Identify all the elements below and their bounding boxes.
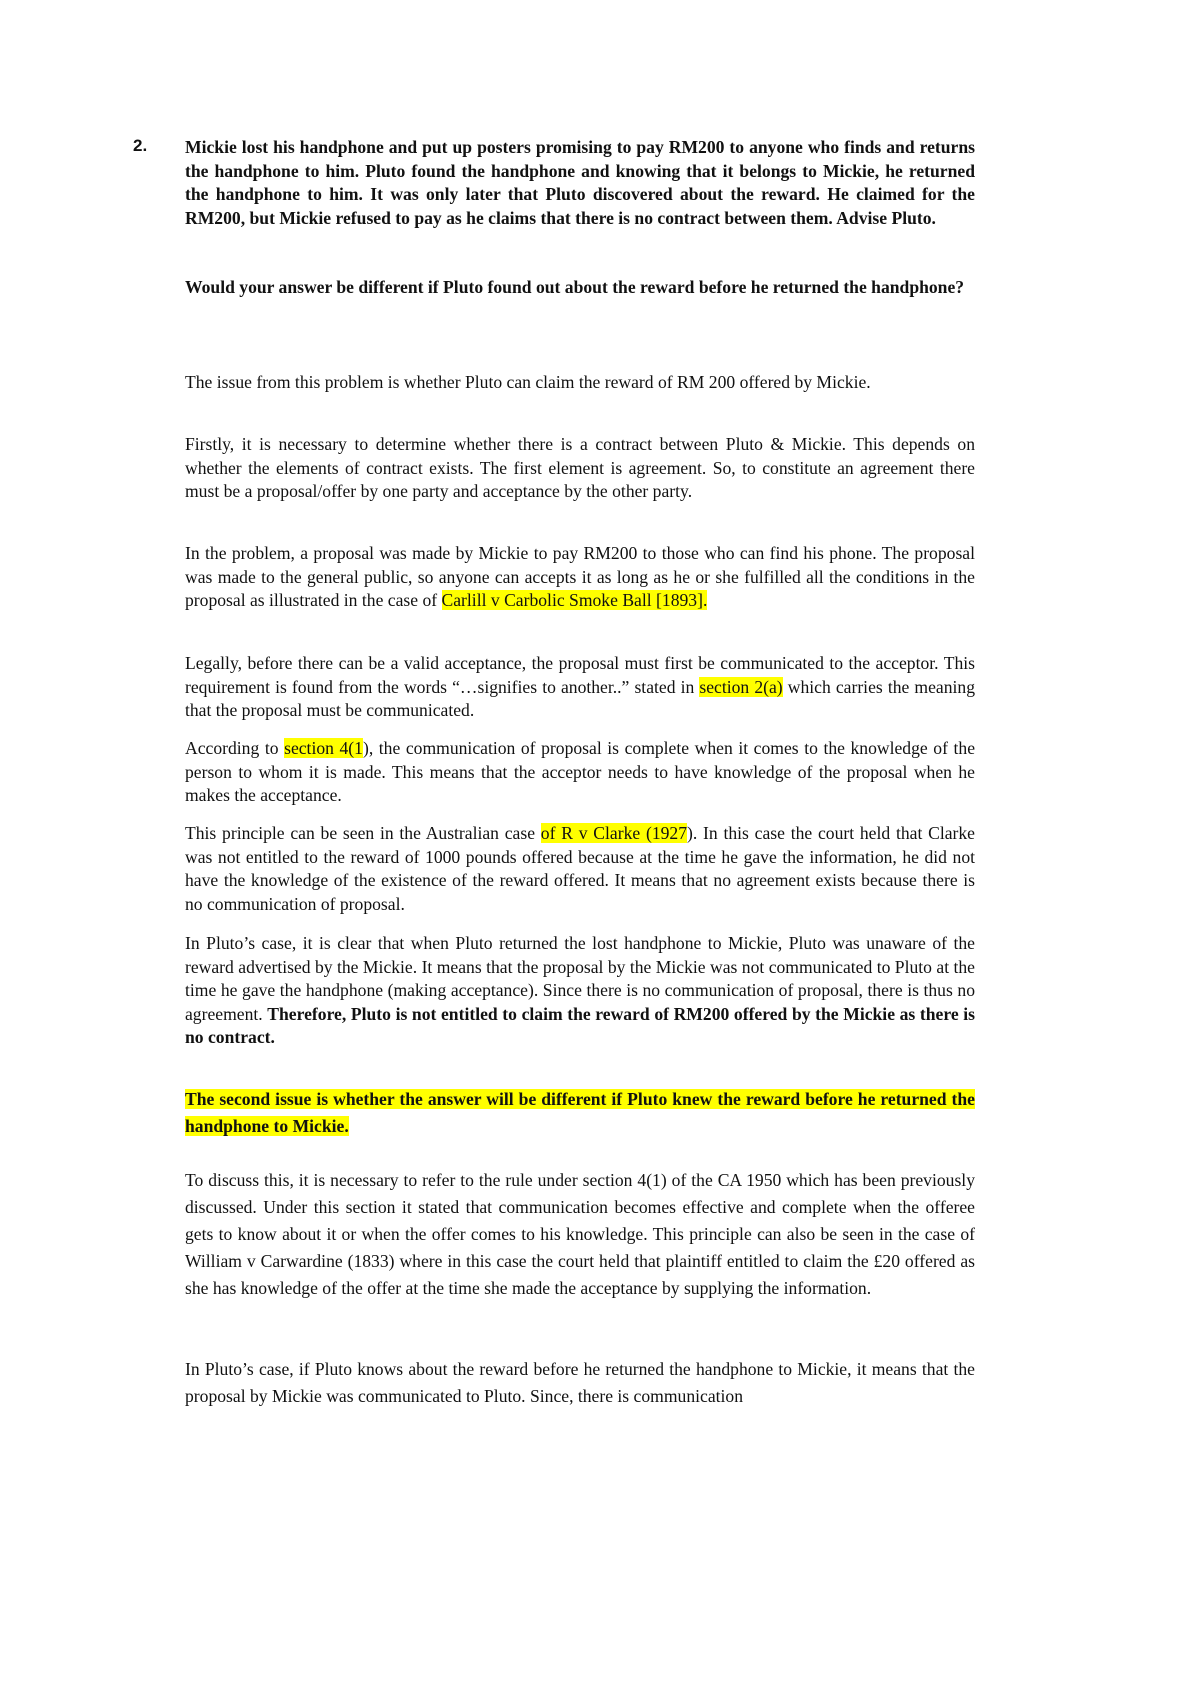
text-run: In Pluto’s case, it is clear that when Pluto returned the lost handphone to Mickie, Pluto was unaware of the reward advertised by the Mickie. It means that the proposal by the Mickie was not communicated to Pluto at the time he gave the handphone (making acceptance). Since there is no communication of proposal, there is thus no agreement.: [185, 933, 975, 1024]
text-run: ). In this case the court held that Clarke was not entitled to the reward of 1000 pounds offered because at the time he gave the information, he did not have the knowledge of the existence of the reward offered. It means that no agreement exists because there is no communication of proposal.: [185, 823, 975, 914]
answer-final-paragraph: In Pluto’s case, if Pluto knows about the reward before he returned the handphone to Mickie, it means that the proposal by Mickie was communicated to Pluto. Since, there is communication: [185, 1359, 975, 1406]
section-citation-2a: section 2(a): [699, 676, 783, 697]
answer-conclusion-paragraph: [185, 932, 975, 1050]
answer-section4-paragraph: [185, 737, 975, 808]
section-citation-4-1: section 4(1: [284, 738, 363, 758]
answer-communication-paragraph: [185, 652, 975, 723]
case-citation-clarke: of R v Clarke (1927: [540, 823, 688, 843]
text-run: which carries the meaning that the proposal must be communicated.: [185, 676, 976, 721]
question-text: Mickie lost his handphone and put up posters promising to pay RM200 to anyone who finds and returns the handphone to him. Pluto found the handphone and knowing that it belongs to Mickie, he returned the handphone to him. It was only later that Pluto discovered about the reward. He claimed for the RM200, but Mickie refused to pay as he claims that there is no contract between them. Advise Pluto.: [185, 137, 975, 228]
answer-agreement-paragraph: Firstly, it is necessary to determine whether there is a contract between Pluto & Mickie. This depends on whether the elements of contract exists. The first element is agreement. So, to constitute an agreement there must be a proposal/offer by one party and acceptance by the other party.: [185, 434, 975, 502]
question-followup: Would your answer be different if Pluto found out about the reward before he returned the handphone?: [185, 277, 965, 297]
answer-william-paragraph: To discuss this, it is necessary to refer to the rule under section 4(1) of the CA 1950 which has been previously discussed. Under this section it stated that communication becomes effective and complete when the offeree gets to know about it or when the offer comes to his knowledge. This principle can also be seen in the case of William v Carwardine (1833) where in this case the court held that plaintiff entitled to claim the £20 offered as she has knowledge of the offer at the time she made the acceptance by supplying the information.: [185, 1170, 975, 1298]
text-run: According to: [185, 738, 285, 758]
answer-issue-paragraph: The issue from this problem is whether Pluto can claim the reward of RM 200 offered by Mickie.: [185, 372, 871, 392]
text-run: Legally, before there can be a valid acceptance, the proposal must first be communicated to the acceptor. This requirement is found from the words “…signifies to another..” stated in: [185, 653, 975, 697]
answer-proposal-paragraph: [185, 542, 975, 613]
text-run: ), the communication of proposal is complete when it comes to the knowledge of the person to whom it is made. This means that the acceptor needs to have knowledge of the proposal when he makes the acceptance.: [185, 738, 976, 806]
case-citation-carlill: Carlill v Carbolic Smoke Ball [1893].: [441, 590, 708, 611]
answer-clarke-paragraph: [185, 822, 975, 916]
text-run: This principle can be seen in the Australian case: [185, 823, 541, 843]
question-number: 2.: [133, 136, 148, 155]
text-run: In the problem, a proposal was made by Mickie to pay RM200 to those who can find his phone. The proposal was made to the general public, so anyone can accepts it as long as he or she fulfilled all the conditions in the proposal as illustrated in the case of: [185, 543, 975, 611]
conclusion-bold: Therefore, Pluto is not entitled to claim the reward of RM200 offered by the Mickie as there is no contract.: [185, 1003, 975, 1048]
second-issue-text: The second issue is whether the answer will be different if Pluto knew the reward before he returned the handphone to Mickie.: [185, 1089, 975, 1136]
second-issue-heading: [185, 1086, 975, 1140]
